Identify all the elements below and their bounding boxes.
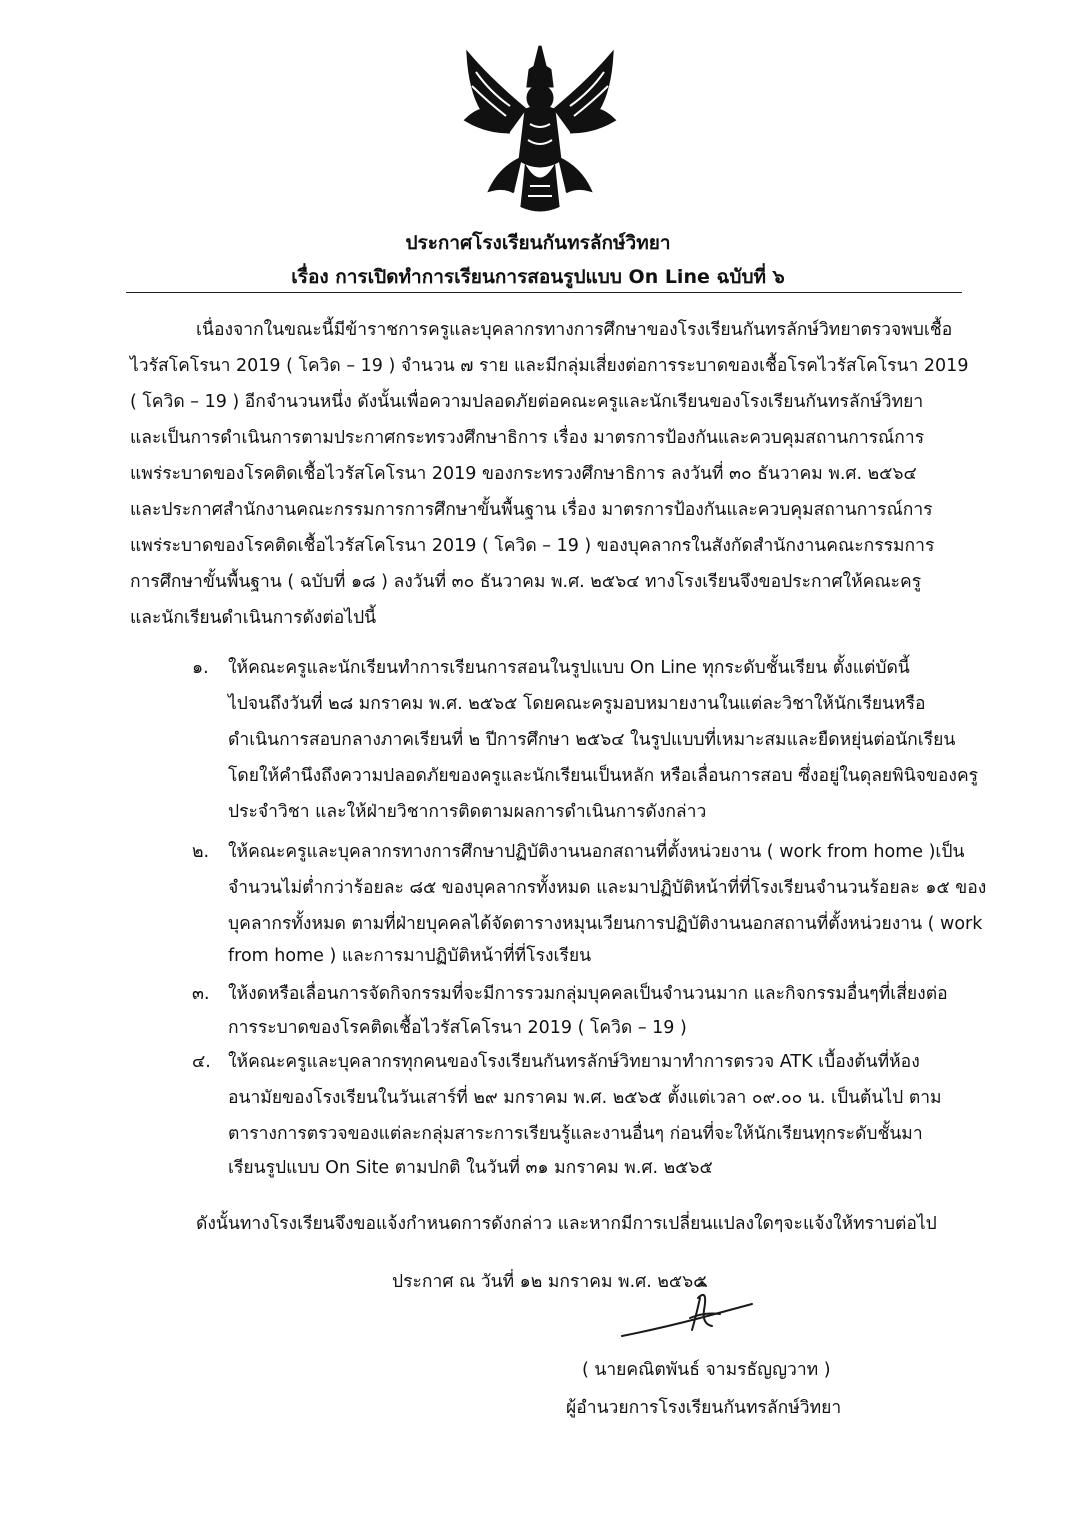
item-line: ให้งดหรือเลื่อนการจัดกิจกรรมที่จะมีการรวมกลุ่มบุคคลเป็นจำนวนมาก และกิจกรรมอื่นๆที่เสี่ยงต่อ [228, 984, 948, 1004]
item-line: ให้คณะครูและนักเรียนทำการเรียนการสอนในรูปแบบ On Line ทุกระดับชั้นเรียน ตั้งแต่บัดนี้ [228, 658, 910, 678]
item-line: ไปจนถึงวันที่ ๒๘ มกราคม พ.ศ. ๒๕๖๕ โดยคณะครูมอบหมายงานในแต่ละวิชาให้นักเรียนหรือ [228, 694, 926, 714]
item-number: ๑. [192, 658, 209, 678]
paragraph-line: และประกาศสำนักงานคณะกรรมการการศึกษาขั้นพื้นฐาน เรื่อง มาตรการป้องกันและควบคุมสถานการณ์การ [130, 500, 933, 520]
item-line: จำนวนไม่ต่ำกว่าร้อยละ ๘๕ ของบุคลากรทั้งหมด และมาปฏิบัติหน้าที่ที่โรงเรียนจำนวนร้อยละ ๑๕ ของ [228, 878, 987, 898]
item-number: ๒. [192, 842, 210, 862]
paragraph-line: ( โควิด – 19 ) อีกจำนวนหนึ่ง ดังนั้นเพื่อความปลอดภัยต่อคณะครูและนักเรียนของโรงเรียนกันทรลักษ์วิทยา [130, 392, 924, 412]
item-line: บุคลากรทั้งหมด ตามที่ฝ่ายบุคคลได้จัดตารางหมุนเวียนการปฏิบัติงานนอกสถานที่ตั้งหน่วยงาน ( work [228, 914, 983, 934]
signature-icon [612, 1268, 762, 1358]
item-line: ประจำวิชา และให้ฝ่ายวิชาการติดตามผลการดำเนินการดังกล่าว [228, 802, 707, 822]
item-line: การระบาดของโรคติดเชื้อไวรัสโคโรนา 2019 ( โควิด – 19 ) [228, 1018, 687, 1038]
paragraph-line: แพร่ระบาดของโรคติดเชื้อไวรัสโคโรนา 2019 ( โควิด – 19 ) ของบุคลากรในสังกัดสำนักงานคณะกรรมการ [130, 536, 935, 556]
header-divider [126, 292, 962, 293]
item-number: ๓. [192, 984, 210, 1004]
garuda-emblem-icon [460, 40, 620, 215]
item-line: ดำเนินการสอบกลางภาคเรียนที่ ๒ ปีการศึกษา ๒๕๖๔ ในรูปแบบที่เหมาะสมและยืดหยุ่นต่อนักเรียน [228, 730, 956, 750]
item-line: ให้คณะครูและบุคลากรทุกคนของโรงเรียนกันทรลักษ์วิทยามาทำการตรวจ ATK เบื้องต้นที่ห้อง [228, 1052, 920, 1072]
announce-date: ประกาศ ณ วันที่ ๑๒ มกราคม พ.ศ. ๒๕๖๕ [392, 1272, 707, 1292]
item-line: from home ) และการมาปฏิบัติหน้าที่ที่โรงเรียน [228, 946, 592, 966]
page-title: ประกาศโรงเรียนกันทรลักษ์วิทยา [405, 232, 671, 254]
closing-statement: ดังนั้นทางโรงเรียนจึงขอแจ้งกำหนดการดังกล่าว และหากมีการเปลี่ยนแปลงใดๆจะแจ้งให้ทราบต่อไป [196, 1214, 937, 1234]
paragraph-line: ไวรัสโคโรนา 2019 ( โควิด – 19 ) จำนวน ๗ ราย และมีกลุ่มเสี่ยงต่อการระบาดของเชื้อโรคไวรัสโคโรนา 2019 [130, 356, 969, 376]
item-line: อนามัยของโรงเรียนในวันเสาร์ที่ ๒๙ มกราคม พ.ศ. ๒๕๖๕ ตั้งแต่เวลา ๐๙.๐๐ น. เป็นต้นไป ตาม [228, 1088, 942, 1108]
item-number: ๔. [192, 1052, 211, 1072]
item-line: ตารางการตรวจของแต่ละกลุ่มสาระการเรียนรู้และงานอื่นๆ ก่อนที่จะให้นักเรียนทุกระดับชั้นมา [228, 1124, 923, 1144]
signer-name: ( นายคณิตพันธ์ จามรธัญญวาท ) [582, 1360, 831, 1380]
paragraph-line: การศึกษาขั้นพื้นฐาน ( ฉบับที่ ๑๘ ) ลงวันที่ ๓๐ ธันวาคม พ.ศ. ๒๕๖๔ ทางโรงเรียนจึงขอประกาศให้คณะครู [130, 572, 922, 592]
paragraph-line: เนื่องจากในขณะนี้มีข้าราชการครูและบุคลากรทางการศึกษาของโรงเรียนกันทรลักษ์วิทยาตรวจพบเชื้อ [196, 320, 953, 340]
paragraph-line: และเป็นการดำเนินการตามประกาศกระทรวงศึกษาธิการ เรื่อง มาตรการป้องกันและควบคุมสถานการณ์การ [130, 428, 925, 448]
signer-position: ผู้อำนวยการโรงเรียนกันทรลักษ์วิทยา [566, 1398, 842, 1418]
item-line: โดยให้คำนึงถึงความปลอดภัยของครูและนักเรียนเป็นหลัก หรือเลื่อนการสอบ ซึ่งอยู่ในดุลยพินิจของครู [228, 766, 979, 786]
item-line: ให้คณะครูและบุคลากรทางการศึกษาปฏิบัติงานนอกสถานที่ตั้งหน่วยงาน ( work from home )เป็น [228, 842, 965, 862]
document-subject: เรื่อง การเปิดทำการเรียนการสอนรูปแบบ On Line ฉบับที่ ๖ [291, 266, 785, 288]
item-line: เรียนรูปแบบ On Site ตามปกติ ในวันที่ ๓๑ มกราคม พ.ศ. ๒๕๖๕ [228, 1158, 713, 1178]
paragraph-line: แพร่ระบาดของโรคติดเชื้อไวรัสโคโรนา 2019 ของกระทรวงศึกษาธิการ ลงวันที่ ๓๐ ธันวาคม พ.ศ. ๒๕๖๔ [130, 464, 917, 484]
paragraph-line: และนักเรียนดำเนินการดังต่อไปนี้ [130, 608, 377, 628]
